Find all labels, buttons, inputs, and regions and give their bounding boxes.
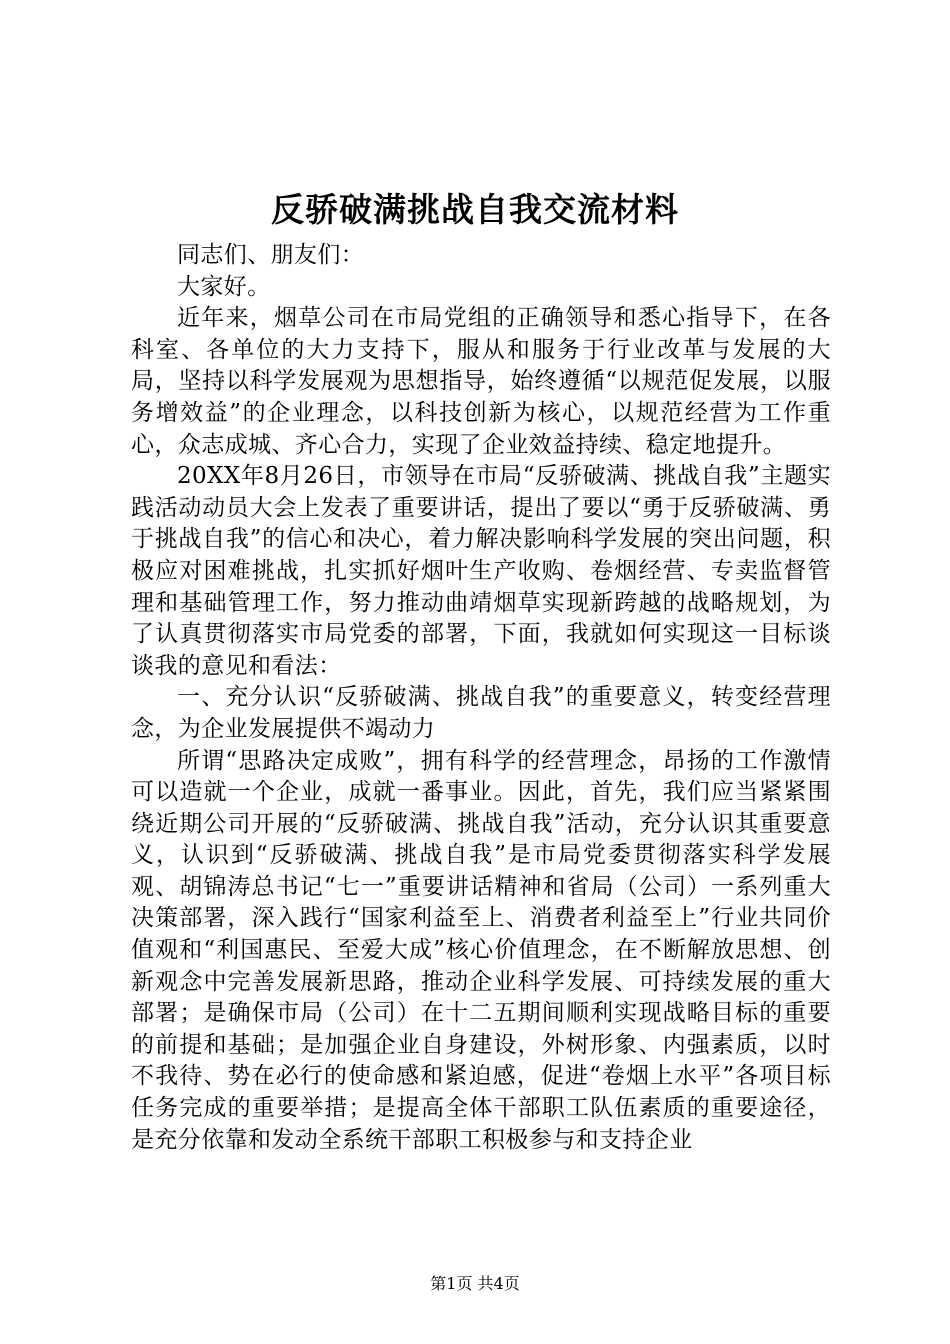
body-paragraph-1: 近年来，烟草公司在市局党组的正确领导和悉心指导下，在各科室、各单位的大力支持下，服从和服务于行业改革与发展的大局，坚持以科学发展观为思想指导，始终遵循“以规范促发展，以服务增效益”的企业理念，以科技创新为核心，以规范经营为工作重心，众志成城、齐心合力，实现了企业效益持续、稳定地提升。 <box>131 305 831 458</box>
greeting-paragraph: 大家好。 <box>177 273 271 300</box>
body-paragraph-2: 20XX年8月26日，市领导在市局“反骄破满、挑战自我”主题实践活动动员大会上发表了重要讲话，提出了要以“勇于反骄破满、勇于挑战自我”的信心和决心，着力解决影响科学发展的突出问题，积极应对困难挑战，扎实抓好烟叶生产收购、卷烟经营、专卖监督管理和基础管理工作，努力推动曲靖烟草实现新跨越的战略规划，为了认真贯彻落实市局党委的部署，下面，我就如何实现这一目标谈谈我的意见和看法： <box>131 463 831 679</box>
document-body <box>131 240 831 1156</box>
document-title: 反骄破满挑战自我交流材料 <box>271 190 679 229</box>
salutation-paragraph: 同志们、朋友们： <box>177 242 365 268</box>
body-paragraph-3: 所谓“思路决定成败”，拥有科学的经营理念，昂扬的工作激情可以造就一个企业，成就一番事业。因此，首先，我们应当紧紧围绕近期公司开展的“反骄破满、挑战自我”活动，充分认识其重要意义，认识到“反骄破满、挑战自我”是市局党委贯彻落实科学发展观、胡锦涛总书记“七一”重要讲话精神和省局（公司）一系列重大决策部署，深入践行“国家利益至上、消费者利益至上”行业共同价值观和“利国惠民、至爱大成”核心价值理念，在不断解放思想、创新观念中完善发展新思路，推动企业科学发展、可持续发展的重大部署；是确保市局（公司）在十二五期间顺利实现战略目标的重要的前提和基础；是加强企业自身建设，外树形象、内强素质，以时不我待、势在必行的使命感和紧迫感，促进“卷烟上水平”各项目标任务完成的重要举措；是提高全体干部职工队伍素质的重要途径，是充分依靠和发动全系统干部职工积极参与和支持企业 <box>131 747 831 1153</box>
page-footer: 第1页 共4页 <box>430 1274 520 1293</box>
section-heading-1: 一、充分认识“反骄破满、挑战自我”的重要意义，转变经营理念，为企业发展提供不竭动力 <box>131 684 831 742</box>
